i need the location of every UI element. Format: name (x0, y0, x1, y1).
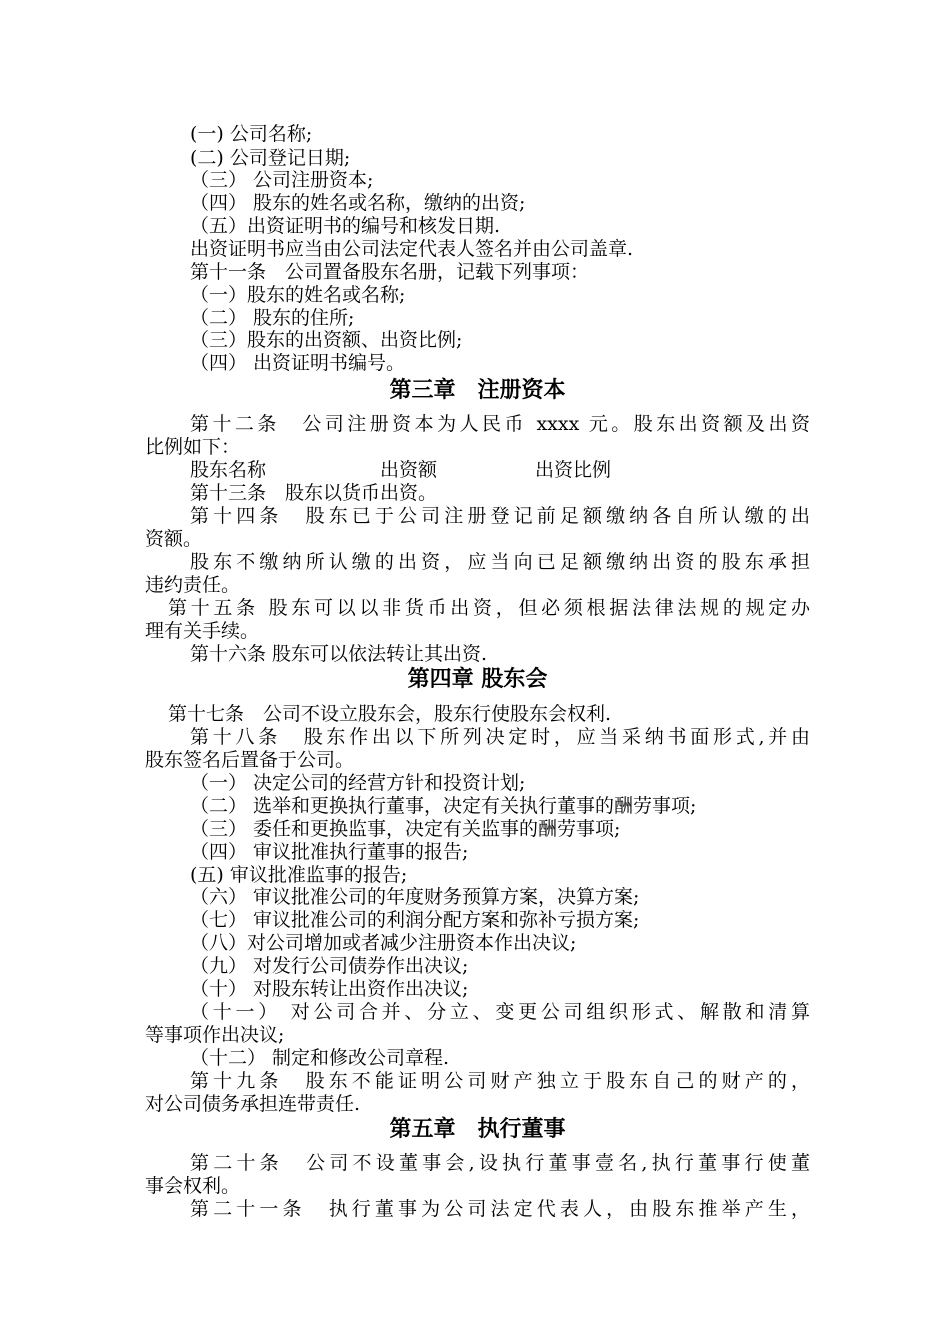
chapter-5-heading: 第五章 执行董事 (389, 1117, 566, 1142)
chapter-4-heading: 第四章 股东会 (407, 667, 548, 692)
art18-item-2: （二） 选举和更换执行董事，决定有关执行董事的酬劳事项; (190, 795, 697, 817)
art18-item-5: (五) 审议批准监事的报告; (190, 864, 408, 886)
art14b-line-1: 股东不缴纳所认缴的出资，应当向已足额缴纳出资的股东承担 (190, 551, 810, 573)
art18-item-12: （十二） 制定和修改公司章程. (190, 1047, 450, 1069)
art18-item-9: （九） 对发行公司债券作出决议; (190, 955, 469, 977)
art18-item-8: （八）对公司增加或者减少注册资本作出决议; (190, 932, 577, 954)
art18-line-2: 股东签名后置备于公司。 (145, 749, 355, 771)
art13-text: 第十三条 股东以货币出资。 (190, 482, 438, 504)
art17-text: 第十七条 公司不设立股东会，股东行使股东会权利. (168, 703, 612, 725)
art20-line-1: 第二十条 公司不设董事会,设执行董事壹名,执行董事行使董 (190, 1152, 810, 1174)
art12-line-2: 比例如下： (145, 436, 241, 458)
art10-item-2: (二) 公司登记日期; (190, 147, 351, 169)
art18-item-7: （七） 审议批准公司的利润分配方案和弥补亏损方案; (190, 909, 640, 931)
art16-text: 第十六条 股东可以依法转让其出资. (190, 643, 488, 665)
art18-item-6: （六） 审议批准公司的年度财务预算方案，决算方案; (190, 886, 640, 908)
table-col-amount: 出资额 (380, 459, 438, 481)
art20-line-2: 事会权利。 (145, 1175, 241, 1197)
art11-item-2: （二） 股东的住所; (190, 307, 355, 329)
art10-item-3: （三） 公司注册资本; (190, 169, 374, 191)
art10-item-1: (一) 公司名称; (190, 123, 313, 145)
art19-line-2: 对公司债务承担连带责任. (145, 1093, 361, 1115)
art18-item-11-line-2: 等事项作出决议; (145, 1024, 285, 1046)
art11-item-1: （一）股东的姓名或名称; (190, 284, 406, 306)
art10-note: 出资证明书应当由公司法定代表人签名并由公司盖章. (190, 238, 634, 260)
art11-text: 第十一条 公司置备股东名册，记载下列事项： (190, 261, 590, 283)
shareholder-table-header (190, 459, 810, 481)
art14b-line-2: 违约责任。 (145, 574, 241, 596)
art18-item-1: （一） 决定公司的经营方针和投资计划; (190, 772, 526, 794)
art18-item-11-line-1: （十一） 对公司合并、分立、变更公司组织形式、解散和清算 (190, 1001, 810, 1023)
chapter-3-heading: 第三章 注册资本 (389, 378, 566, 403)
art18-item-4: （四） 审议批准执行董事的报告; (190, 841, 469, 863)
art15-line-1: 第十五条 股东可以以非货币出资，但必须根据法律法规的规定办 (168, 597, 810, 619)
table-col-ratio: 出资比例 (535, 459, 612, 481)
art18-item-10: （十） 对股东转让出资作出决议; (190, 978, 469, 1000)
table-col-name: 股东名称 (190, 459, 267, 481)
art15-line-2: 理有关手续。 (145, 620, 260, 642)
art14-line-2: 资额。 (145, 528, 203, 550)
art10-item-5: （五）出资证明书的编号和核发日期. (190, 215, 501, 237)
art18-item-3: （三） 委任和更换监事，决定有关监事的酬劳事项; (190, 818, 621, 840)
art21-line-1: 第二十一条 执行董事为公司法定代表人，由股东推举产生， (190, 1198, 810, 1220)
art18-line-1: 第十八条 股东作出以下所列决定时，应当采纳书面形式,并由 (190, 726, 810, 748)
art10-item-4: （四） 股东的姓名或名称，缴纳的出资; (190, 192, 526, 214)
art11-item-4: （四） 出资证明书编号。 (190, 352, 406, 374)
art11-item-3: （三）股东的出资额、出资比例; (190, 329, 463, 351)
art14-line-1: 第十四条 股东已于公司注册登记前足额缴纳各自所认缴的出 (190, 505, 810, 527)
art19-line-1: 第十九条 股东不能证明公司财产独立于股东自己的财产的， (190, 1070, 810, 1092)
art12-line-1: 第十二条 公司注册资本为人民币 xxxx 元。股东出资额及出资 (190, 413, 810, 435)
